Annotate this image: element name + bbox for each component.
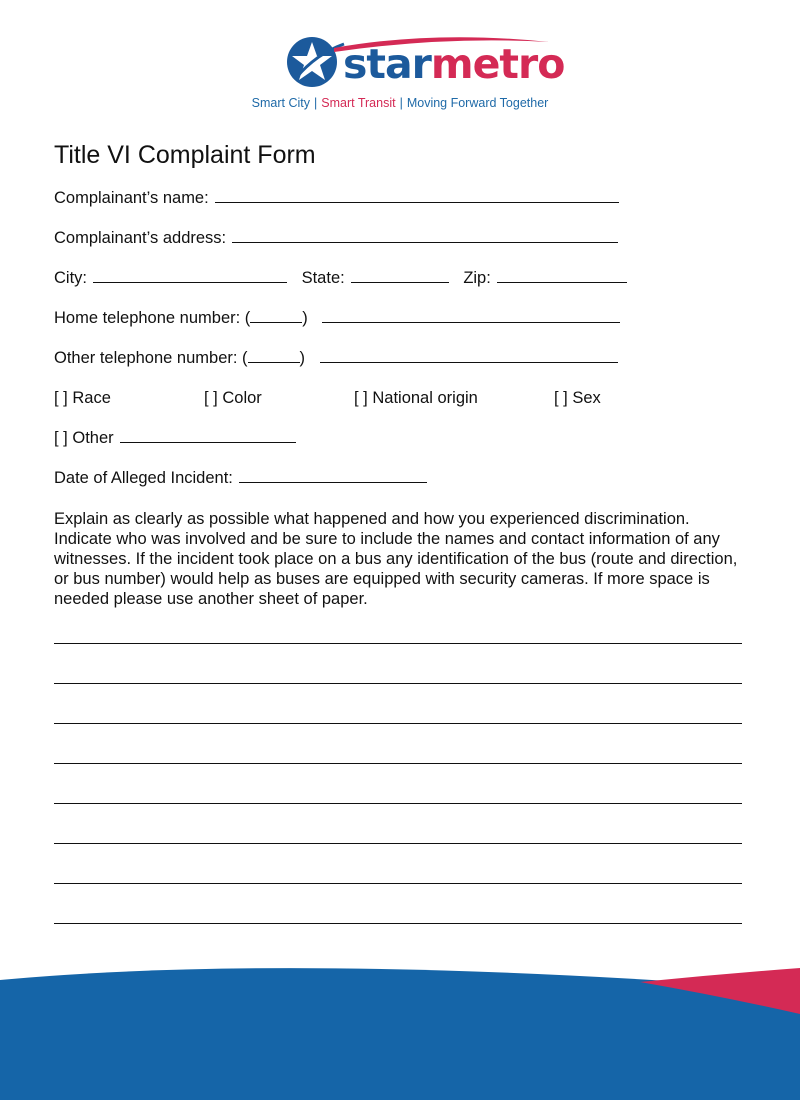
other-checkbox[interactable]	[54, 429, 114, 447]
tagline	[0, 96, 800, 110]
national-origin-label: National origin	[372, 389, 478, 407]
city-state-zip-row	[54, 267, 627, 289]
tagline-separator: |	[314, 96, 318, 110]
home-phone-area-code-field[interactable]	[250, 307, 302, 323]
other-label: Other	[72, 429, 114, 447]
other-row	[54, 427, 296, 449]
zip-label: Zip:	[463, 269, 491, 287]
writing-line[interactable]	[54, 723, 742, 724]
checkbox-brackets: [ ]	[54, 389, 68, 407]
writing-line[interactable]	[54, 763, 742, 764]
tagline-separator: |	[399, 96, 403, 110]
instructions-paragraph: Explain as clearly as possible what happened and how you experienced discrimination. Indicate who was involved and be sure to include the names and contact information of any witnesses. If the incident took place on a bus any identification of the bus (route and direction, or bus number) would help as buses are equipped with security cameras. If more space is needed please use another sheet of paper.	[54, 510, 738, 608]
color-label: Color	[222, 389, 262, 407]
color-checkbox[interactable]	[204, 387, 262, 409]
address-label: Complainant’s address:	[54, 229, 227, 247]
writing-line[interactable]	[54, 683, 742, 684]
date-label: Date of Alleged Incident:	[54, 469, 233, 487]
starmetro-logo	[286, 34, 565, 94]
city-field[interactable]	[93, 267, 287, 283]
national-origin-checkbox[interactable]	[354, 387, 478, 409]
race-checkbox[interactable]	[54, 387, 111, 409]
writing-line[interactable]	[54, 883, 742, 884]
other-phone-area-code-field[interactable]	[248, 347, 300, 363]
logo-star-text: star	[343, 40, 431, 88]
sex-checkbox[interactable]	[554, 387, 601, 409]
name-field[interactable]	[215, 187, 619, 203]
checkbox-brackets: [ ]	[54, 429, 68, 447]
logo-metro-text: metro	[430, 40, 565, 88]
checkbox-brackets: [ ]	[204, 389, 218, 407]
state-label: State:	[301, 269, 345, 287]
checkbox-brackets: [ ]	[554, 389, 568, 407]
other-field[interactable]	[120, 427, 296, 443]
other-phone-row: Other telephone number: ( )	[54, 347, 618, 369]
home-phone-row: Home telephone number: ( )	[54, 307, 620, 329]
form-title: Title VI Complaint Form	[54, 141, 316, 169]
race-label: Race	[72, 389, 111, 407]
logo-wordmark	[343, 39, 564, 89]
date-field[interactable]	[239, 467, 427, 483]
city-label: City:	[54, 269, 87, 287]
writing-line[interactable]	[54, 923, 742, 924]
tagline-smart-transit: Smart Transit	[321, 96, 396, 110]
other-phone-label: Other telephone number:	[54, 349, 238, 367]
sex-label: Sex	[572, 389, 601, 407]
state-field[interactable]	[351, 267, 449, 283]
zip-field[interactable]	[497, 267, 627, 283]
writing-line[interactable]	[54, 643, 742, 644]
other-phone-field[interactable]	[320, 347, 618, 363]
checkbox-brackets: [ ]	[354, 389, 368, 407]
tagline-moving-forward: Moving Forward Together	[406, 96, 549, 110]
writing-line[interactable]	[54, 803, 742, 804]
date-row	[54, 467, 427, 489]
home-phone-field[interactable]	[322, 307, 620, 323]
address-field[interactable]	[232, 227, 618, 243]
address-row	[54, 227, 618, 249]
name-row	[54, 187, 619, 209]
name-label: Complainant’s name:	[54, 189, 209, 207]
home-phone-label: Home telephone number:	[54, 309, 241, 327]
footer-wave-graphic	[0, 960, 800, 1100]
writing-line[interactable]	[54, 843, 742, 844]
tagline-smart-city: Smart City	[251, 96, 310, 110]
